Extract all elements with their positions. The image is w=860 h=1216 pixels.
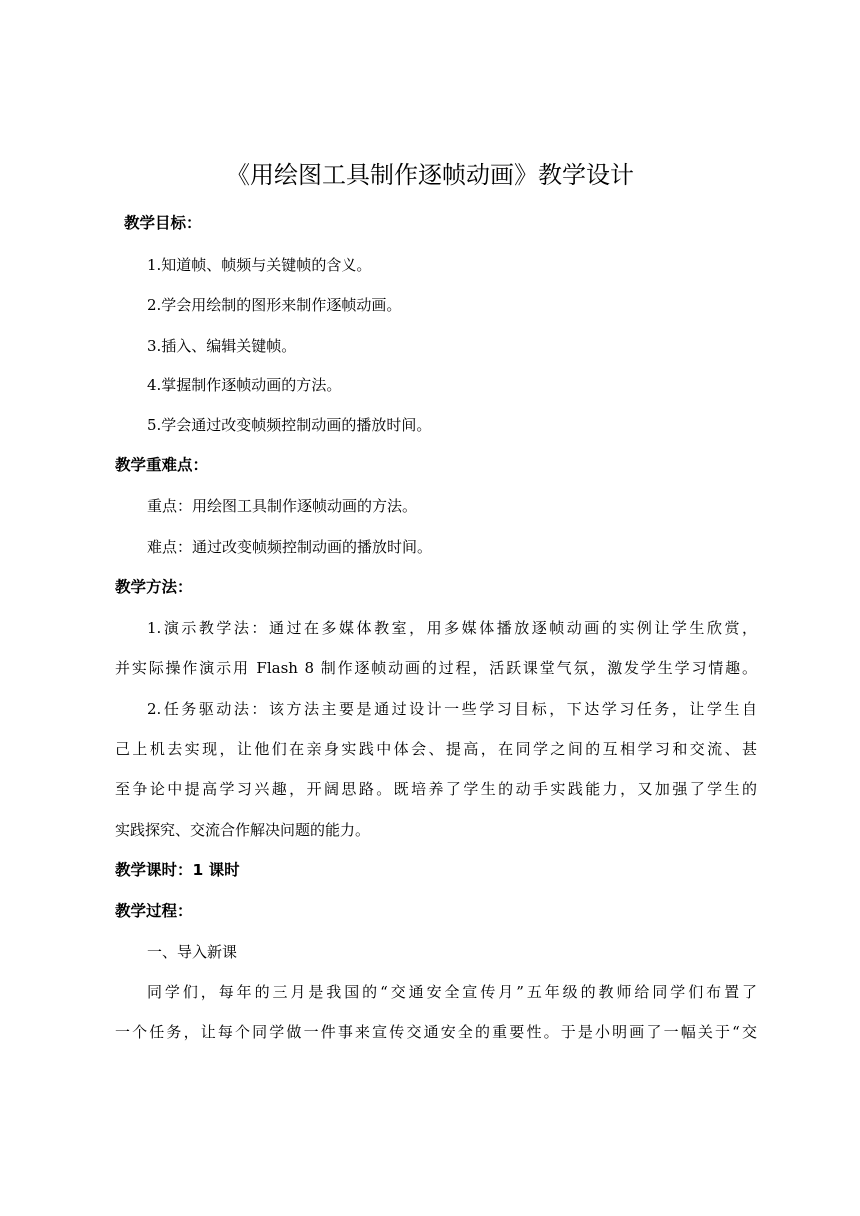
objective-item: 4.掌握制作逐帧动画的方法。 <box>147 376 342 394</box>
class-hours: 教学课时：1 课时 <box>115 861 240 879</box>
method-paragraph-line: 并实际操作演示用 Flash 8 制作逐帧动画的过程，活跃课堂气氛，激发学生学习情趣。 <box>115 659 757 677</box>
objectives-heading: 教学目标： <box>124 214 202 232</box>
objective-item: 1.知道帧、帧频与关键帧的含义。 <box>147 256 372 274</box>
method-paragraph-line: 2.任务驱动法：该方法主要是通过设计一些学习目标，下达学习任务，让学生自 <box>147 700 757 718</box>
method-paragraph-line: 至争论中提高学习兴趣，开阔思路。既培养了学生的动手实践能力，又加强了学生的 <box>115 780 757 798</box>
objective-item: 3.插入、编辑关键帧。 <box>147 337 297 355</box>
methods-heading: 教学方法： <box>115 578 193 596</box>
objective-item: 2.学会用绘制的图形来制作逐帧动画。 <box>147 296 402 314</box>
method-paragraph-line: 实践探究、交流合作解决问题的能力。 <box>115 821 371 839</box>
process-section-title: 一、导入新课 <box>147 943 238 961</box>
method-paragraph-line: 己上机去实现，让他们在亲身实践中体会、提高，在同学之间的互相学习和交流、甚 <box>115 740 757 758</box>
objective-item: 5.学会通过改变帧频控制动画的播放时间。 <box>147 416 432 434</box>
document-title: 《用绘图工具制作逐帧动画》教学设计 <box>226 161 634 189</box>
process-paragraph-line: 一个任务，让每个同学做一件事来宣传交通安全的重要性。于是小明画了一幅关于“交 <box>115 1023 757 1041</box>
key-point-difficulty: 难点：通过改变帧频控制动画的播放时间。 <box>147 538 433 556</box>
method-paragraph-line: 1.演示教学法：通过在多媒体教室，用多媒体播放逐帧动画的实例让学生欣赏， <box>147 619 757 637</box>
process-heading: 教学过程： <box>115 902 193 920</box>
key-point-focus: 重点：用绘图工具制作逐帧动画的方法。 <box>147 497 418 515</box>
process-paragraph-line: 同学们，每年的三月是我国的“交通安全宣传月”五年级的教师给同学们布置了 <box>147 983 757 1001</box>
key-points-heading: 教学重难点： <box>115 456 209 474</box>
